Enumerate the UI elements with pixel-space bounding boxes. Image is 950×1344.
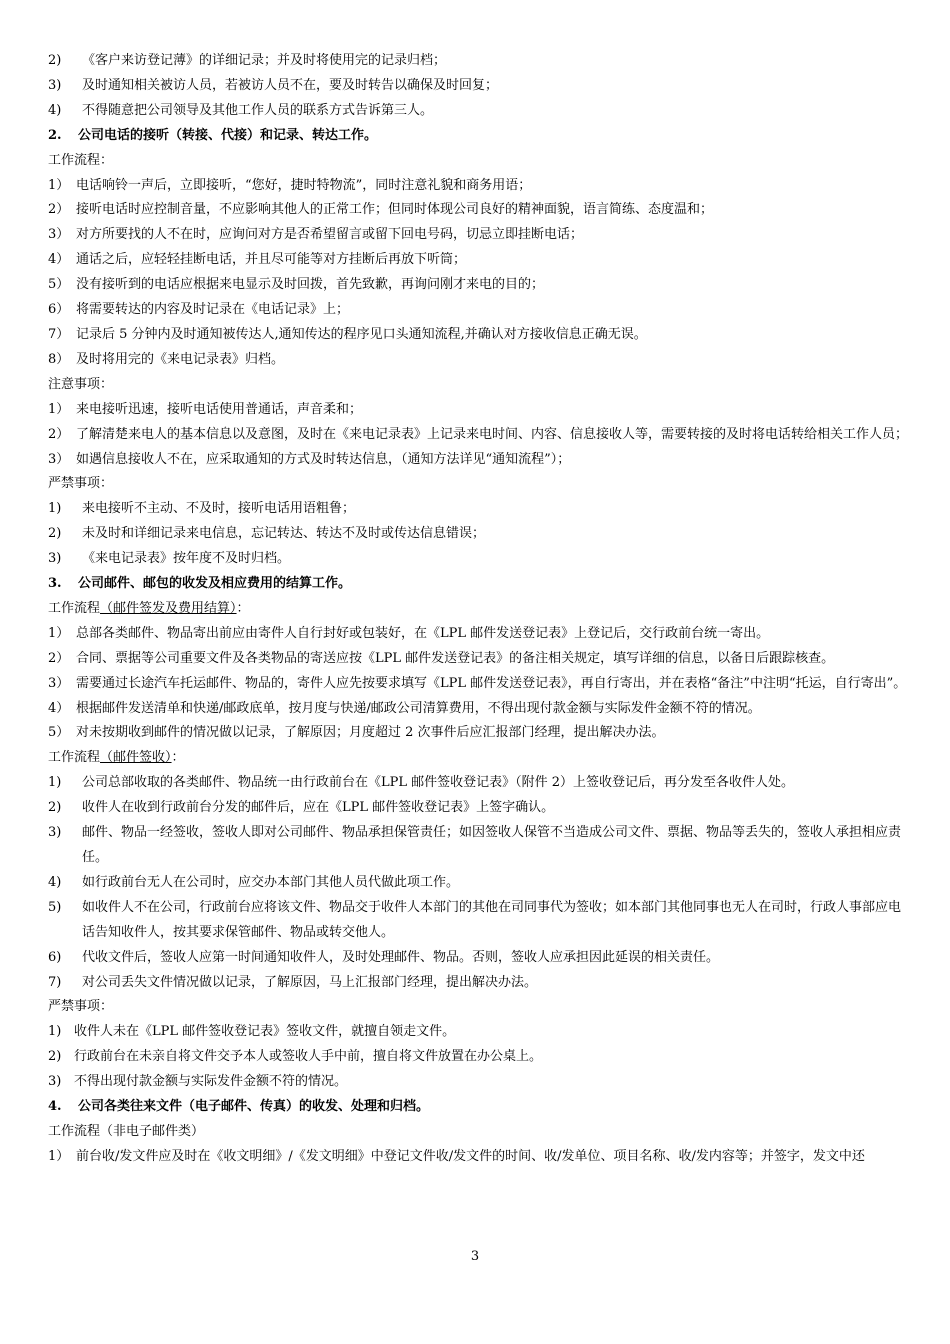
list-item [48, 1145, 908, 1170]
list-item [48, 946, 908, 971]
list-item-number: 6) [48, 949, 62, 965]
list-item-number: 2) [48, 800, 62, 816]
list-item [48, 497, 908, 522]
list-item-text: 如收件人不在公司，行政前台应将该文件、物品交于收件人本部门的其他在司同事代为签收；如本部门其他同事也无人在司时，行政人事部应电话告知收件人，按其要求保管邮件、物品或转交他人。 [82, 899, 902, 940]
paragraph-text: 严禁事项： [48, 476, 114, 492]
list-item-number: 7) [48, 974, 62, 990]
list-item-number: 4) [48, 102, 62, 118]
list-item [48, 771, 908, 796]
list-item [48, 99, 908, 124]
list-item-text: 代收文件后，签收人应第一时间通知收件人，及时处理邮件、物品。否则，签收人应承担因此延误的相关责任。 [82, 949, 720, 965]
list-item-number: 1） [48, 1148, 70, 1164]
list-item-text: 如行政前台无人在公司时，应交办本部门其他人员代做此项工作。 [82, 874, 460, 890]
section-number: 2. [48, 127, 62, 143]
list-item-number: 4) [48, 874, 62, 890]
list-item-text: 没有接听到的电话应根据来电显示及时回拨，首先致歉，再询问刚才来电的目的； [76, 277, 545, 293]
list-item-number: 1） [48, 625, 70, 641]
list-item-text: 如遇信息接收人不在，应采取通知的方式及时转达信息，（通知方法详见“通知流程”）； [76, 451, 571, 467]
list-item-text: 总部各类邮件、物品寄出前应由寄件人自行封好或包装好，在《LPL 邮件发送登记表》上登记后，交行政前台统一寄出。 [76, 625, 770, 641]
list-item [48, 1045, 908, 1070]
list-item [48, 721, 908, 746]
list-item-text: 不得随意把公司领导及其他工作人员的联系方式告诉第三人。 [82, 102, 434, 118]
list-item-text: 《来电记录表》按年度不及时归档。 [82, 551, 291, 567]
list-item [48, 1070, 908, 1095]
paragraph [48, 995, 908, 1020]
page-number: 3 [470, 1249, 480, 1264]
list-item-text: 需要通过长途汽车托运邮件、物品的，寄件人应先按要求填写《LPL 邮件发送登记表》，再自行寄出，并在表格“备注”中注明“托运，自行寄出”。 [76, 675, 907, 691]
list-item-number: 8） [48, 351, 70, 367]
document-body [48, 49, 908, 1170]
list-item-text: 通话之后，应轻轻挂断电话，并且尽可能等对方挂断后再放下听筒； [76, 252, 467, 268]
list-item-number: 1) [48, 1024, 62, 1040]
list-item-text: 收件人在收到行政前台分发的邮件后，应在《LPL 邮件签收登记表》上签字确认。 [82, 800, 555, 816]
list-item-text: 公司总部收取的各类邮件、物品统一由行政前台在《LPL 邮件签收登记表》（附件 2）上签收登记后，再分发至各收件人处。 [82, 775, 795, 791]
list-item [48, 423, 908, 448]
section-heading [48, 572, 908, 597]
list-item-number: 2) [48, 53, 62, 68]
list-item-number: 3) [48, 77, 62, 93]
list-item-number: 3) [48, 825, 62, 841]
list-item-text: 电话响铃一声后，立即接听，“您好，捷时特物流”，同时注意礼貌和商务用语； [76, 177, 532, 193]
section-heading [48, 124, 908, 149]
paragraph-label: 工作流程 [48, 750, 101, 766]
paragraph-text: 工作流程： [48, 152, 114, 168]
list-item [48, 448, 908, 473]
list-item-text: 收件人未在《LPL 邮件签收登记表》签收文件，就擅自领走文件。 [74, 1024, 456, 1040]
list-item-number: 5) [48, 899, 62, 915]
list-item-number: 3） [48, 227, 70, 243]
list-item [48, 622, 908, 647]
list-item-number: 1） [48, 177, 70, 193]
paragraph-underlined: （邮件签收） [100, 750, 172, 766]
list-item [48, 323, 908, 348]
list-item-number: 3） [48, 675, 70, 691]
list-item [48, 273, 908, 298]
list-item-number: 7） [48, 326, 70, 342]
list-item-number: 5） [48, 725, 70, 741]
list-item [48, 547, 908, 572]
section-title: 公司电话的接听（转接、代接）和记录、转达工作。 [78, 127, 378, 143]
list-item-text: 《客户来访登记薄》的详细记录；并及时将使用完的记录归档； [82, 53, 447, 68]
list-item [48, 971, 908, 996]
list-item-text: 未及时和详细记录来电信息，忘记转达、转达不及时或传达信息错误； [82, 526, 486, 542]
section-number: 4. [48, 1099, 62, 1115]
paragraph-label: 工作流程 [48, 600, 101, 616]
paragraph [48, 149, 908, 174]
list-item [48, 348, 908, 373]
list-item-text: 对方所要找的人不在时，应询问对方是否希望留言或留下回电号码，切忌立即挂断电话； [76, 227, 584, 243]
list-item [48, 821, 908, 871]
paragraph [48, 746, 908, 771]
list-item-text: 行政前台在未亲自将文件交予本人或签收人手中前，擅自将文件放置在办公桌上。 [74, 1049, 543, 1065]
section-heading [48, 1095, 908, 1120]
list-item-text: 及时通知相关被访人员，若被访人员不在，要及时转告以确保及时回复； [82, 77, 499, 93]
list-item-number: 3) [48, 551, 62, 567]
list-item-number: 2) [48, 526, 62, 542]
list-item [48, 49, 908, 74]
list-item [48, 223, 908, 248]
list-item-text: 来电接听迅速，接听电话使用普通话，声音柔和； [76, 401, 363, 417]
list-item-text: 记录后 5 分钟内及时通知被传达人,通知传达的程序见口头通知流程,并确认对方接收信息正确无误。 [76, 326, 647, 342]
paragraph [48, 597, 908, 622]
list-item [48, 398, 908, 423]
list-item-number: 3) [48, 1074, 62, 1090]
list-item [48, 248, 908, 273]
paragraph [48, 1120, 908, 1145]
list-item [48, 871, 908, 896]
list-item-number: 3） [48, 451, 70, 467]
list-item-text: 了解清楚来电人的基本信息以及意图，及时在《来电记录表》上记录来电时间、内容、信息接收人等，需要转接的及时将电话转给相关工作人员； [76, 426, 908, 442]
paragraph [48, 472, 908, 497]
list-item [48, 522, 908, 547]
list-item [48, 198, 908, 223]
list-item [48, 672, 908, 697]
list-item-text: 来电接听不主动、不及时，接听电话用语粗鲁； [82, 501, 356, 517]
list-item-number: 1） [48, 401, 70, 417]
list-item-number: 2） [48, 650, 70, 666]
paragraph-text: 严禁事项： [48, 999, 114, 1015]
list-item-number: 5） [48, 277, 70, 293]
list-item-number: 1) [48, 501, 62, 517]
list-item-text: 及时将用完的《来电记录表》归档。 [76, 351, 285, 367]
list-item-number: 2） [48, 426, 70, 442]
list-item-number: 2） [48, 202, 70, 218]
list-item [48, 298, 908, 323]
list-item-text: 合同、票据等公司重要文件及各类物品的寄送应按《LPL 邮件发送登记表》的备注相关规定，填写详细的信息，以备日后跟踪核查。 [76, 650, 835, 666]
list-item-number: 4） [48, 700, 70, 716]
section-title: 公司邮件、邮包的收发及相应费用的结算工作。 [78, 576, 352, 592]
list-item [48, 1020, 908, 1045]
section-number: 3. [48, 576, 62, 592]
list-item [48, 174, 908, 199]
list-item [48, 697, 908, 722]
list-item-text: 根据邮件发送清单和快递/邮政底单，按月度与快递/邮政公司清算费用，不得出现付款金额与实际发件金额不符的情况。 [76, 700, 761, 716]
list-item-number: 1) [48, 775, 62, 791]
list-item-number: 4） [48, 252, 70, 268]
section-title: 公司各类往来文件（电子邮件、传真）的收发、处理和归档。 [78, 1099, 430, 1115]
list-item [48, 796, 908, 821]
list-item-text: 对未按期收到邮件的情况做以记录，了解原因；月度超过 2 次事件后应汇报部门经理，提出解决办法。 [76, 725, 665, 741]
paragraph-suffix: ： [236, 600, 250, 616]
list-item [48, 647, 908, 672]
list-item-text: 不得出现付款金额与实际发件金额不符的情况。 [74, 1074, 348, 1090]
list-item-text: 将需要转达的内容及时记录在《电话记录》上； [76, 302, 350, 318]
paragraph-text: 注意事项： [48, 376, 114, 392]
list-item [48, 896, 908, 946]
paragraph-underlined: （邮件签发及费用结算） [100, 600, 237, 616]
list-item-text: 邮件、物品一经签收，签收人即对公司邮件、物品承担保管责任；如因签收人保管不当造成公司文件、票据、物品等丢失的，签收人承担相应责任。 [82, 825, 902, 865]
list-item-text: 接听电话时应控制音量，不应影响其他人的正常工作；但同时体现公司良好的精神面貌，语言简练、态度温和； [76, 202, 714, 218]
paragraph-suffix: ： [171, 750, 185, 766]
list-item-number: 2) [48, 1049, 62, 1065]
paragraph [48, 373, 908, 398]
list-item-number: 6） [48, 302, 70, 318]
paragraph-text: 工作流程（非电子邮件类） [48, 1123, 205, 1139]
list-item-text: 前台收/发文件应及时在《收文明细》/《发文明细》中登记文件收/发文件的时间、收/发单位、项目名称、收/发内容等；并签字，发文中还 [76, 1148, 865, 1164]
list-item-text: 对公司丢失文件情况做以记录，了解原因，马上汇报部门经理，提出解决办法。 [82, 974, 538, 990]
list-item [48, 74, 908, 99]
